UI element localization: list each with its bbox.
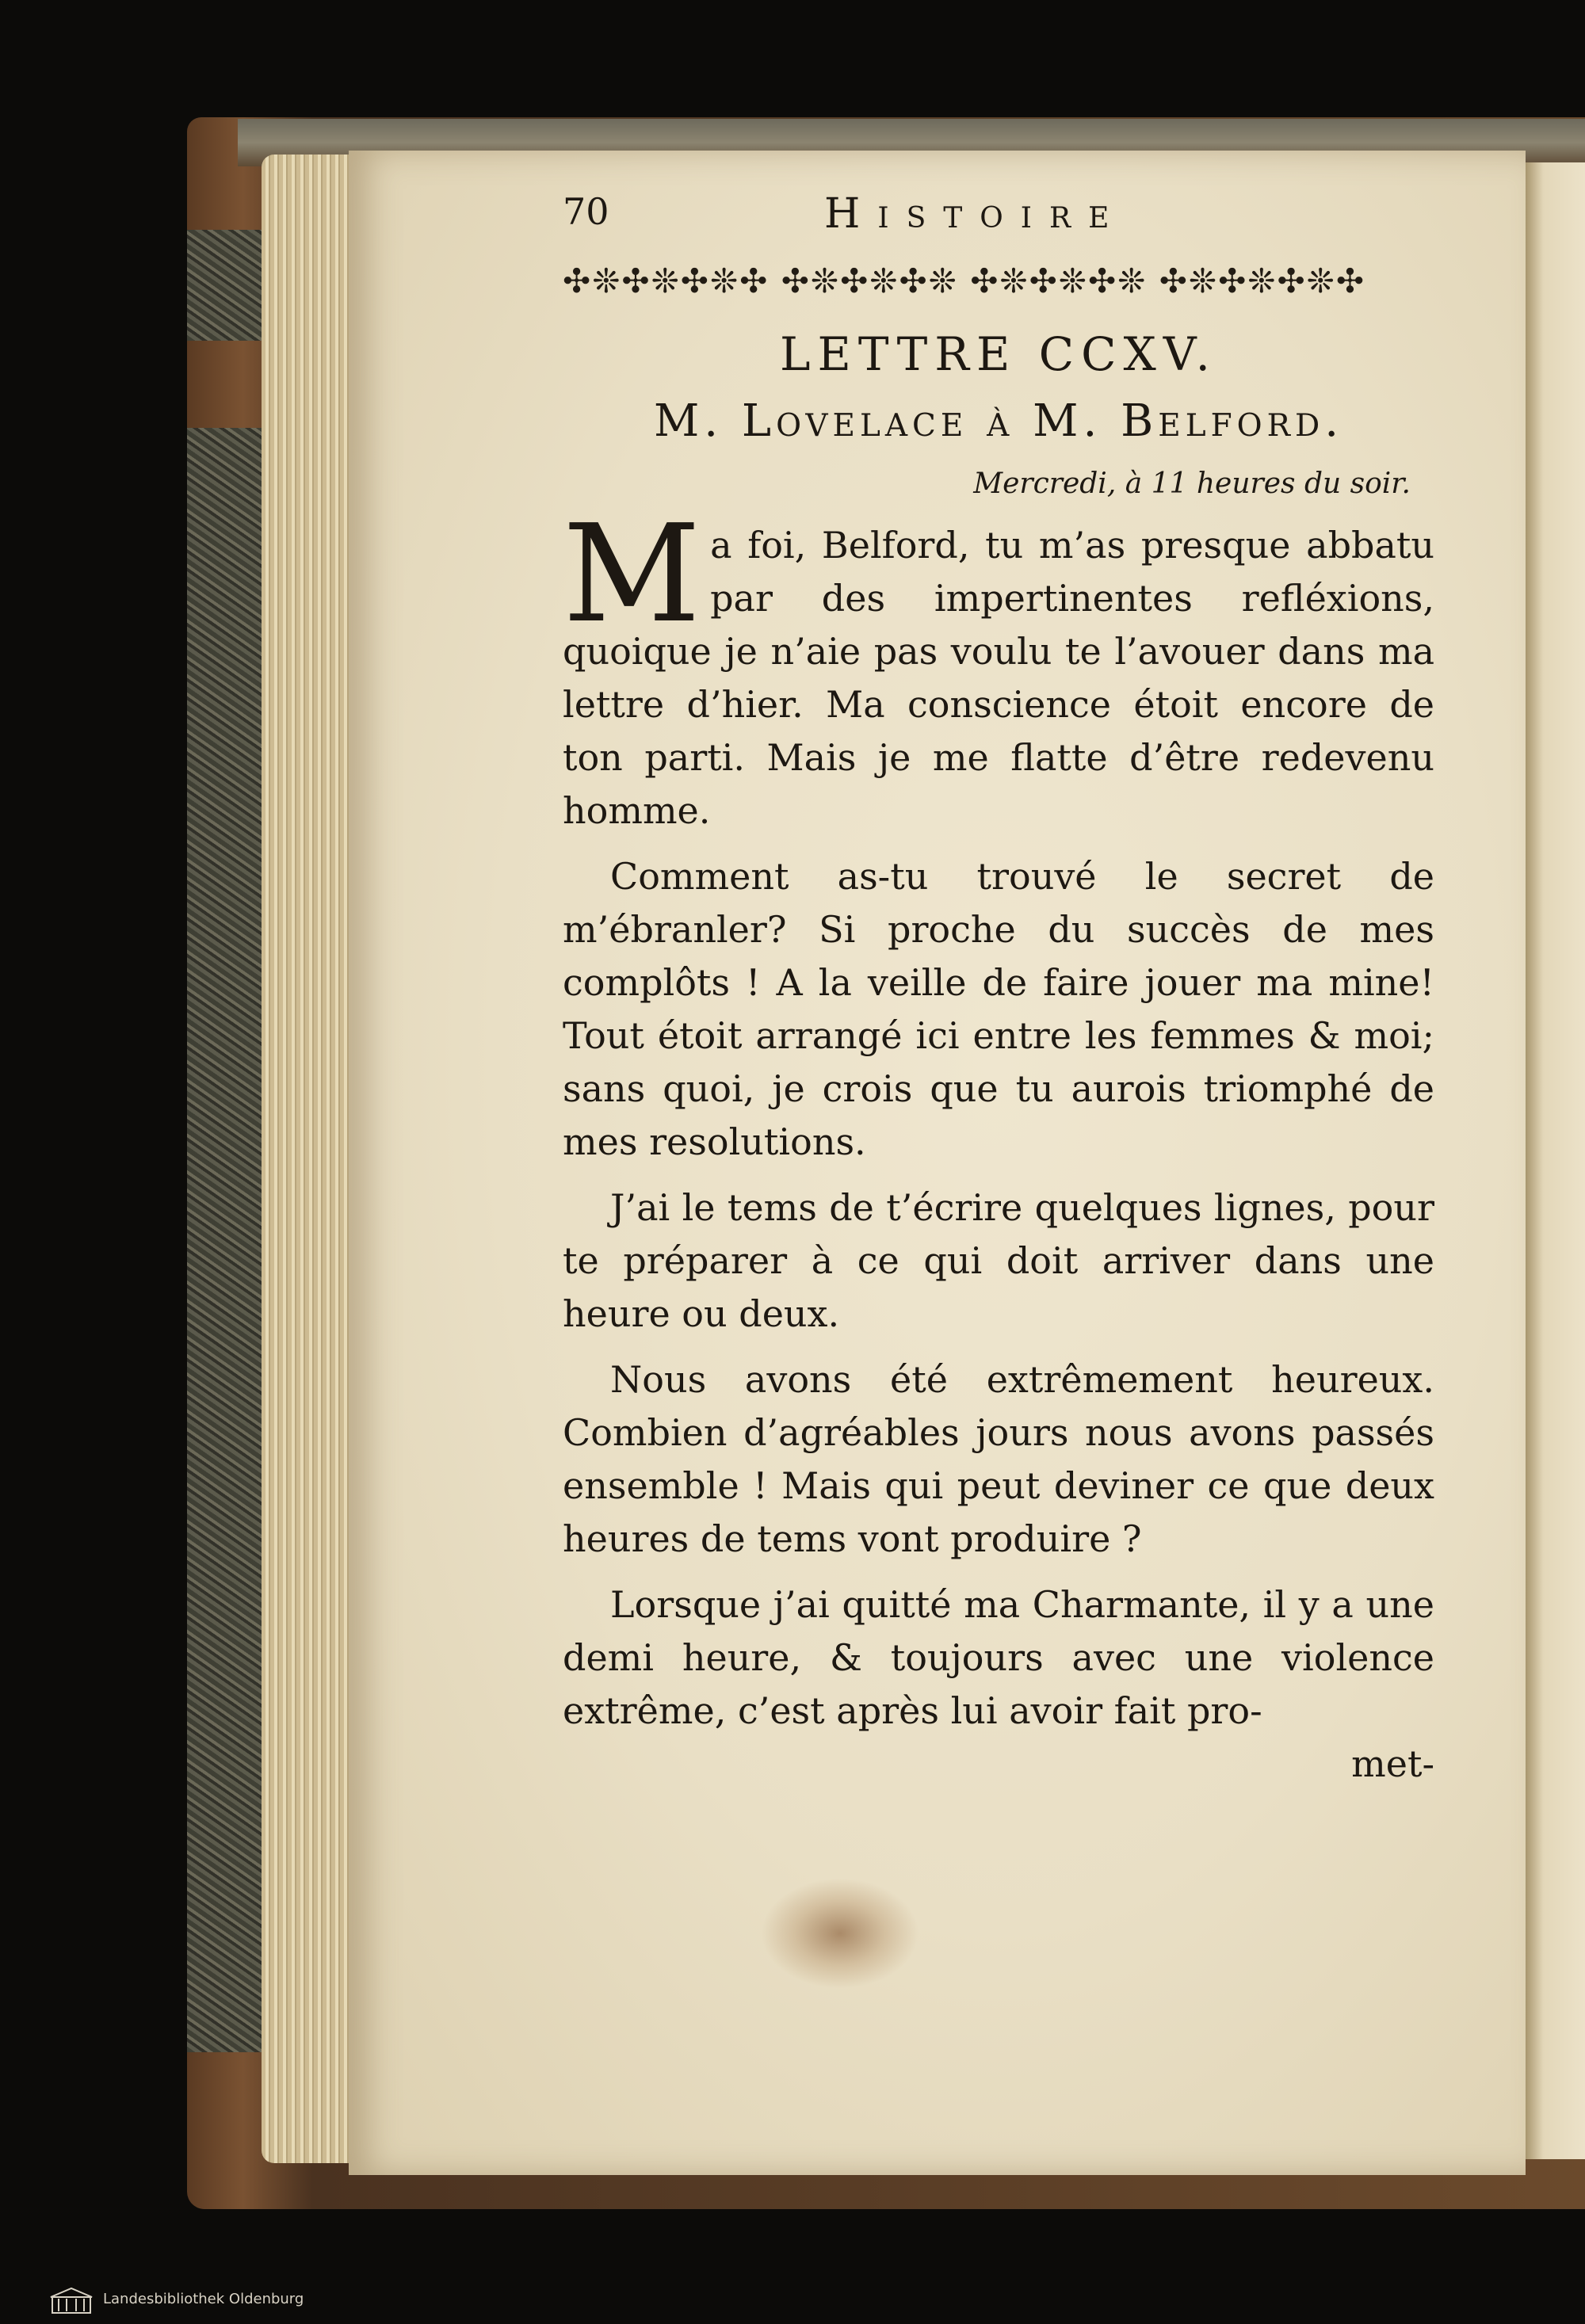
- catchword: met-: [1351, 1742, 1434, 1785]
- paragraph-1: [563, 496, 1434, 838]
- drop-cap: M: [563, 496, 701, 653]
- paragraph-4: Nous avons été extrêmement heureux. Combien d’agréables jours nous avons passés ensemble ! Mais qui peut deviner ce que deux heures de tems vont produire ?: [563, 1358, 1434, 1560]
- running-head: [563, 190, 1434, 254]
- paragraph-1-text: a foi, Belford, tu m’as presque abbatu par des impertinentes refléxions, quoique je n’aie pas voulu te l’avouer dans ma lettre d’hier. Ma conscience étoit encore de ton parti. Mais je me flatte d’être redevenu homme.: [563, 524, 1434, 832]
- letter-title: LETTRE CCXV.: [780, 327, 1217, 381]
- page-text-block: [563, 190, 1434, 1791]
- ornamental-rule: ✣❊✣❊✣❊✣ ✣❊✣❊✣❊ ✣❊✣❊✣❊ ✣❊✣❊✣❊✣: [563, 261, 1366, 300]
- running-title: Histoire: [824, 190, 1127, 238]
- library-name: Landesbibliothek Oldenburg: [103, 2291, 304, 2307]
- page-number: 70: [563, 190, 609, 233]
- foxing-stain: [761, 1878, 919, 1989]
- paragraph-5: Lorsque j’ai quitté ma Charmante, il y a une demi heure, & toujours avec une violence extrême, c’est après lui avoir fait pro-: [563, 1583, 1434, 1732]
- library-building-icon: [48, 2286, 95, 2316]
- facing-page-edge: [1526, 162, 1585, 2159]
- letter-address: M. Lovelace à M. Belford.: [653, 395, 1344, 447]
- paragraph-2: Comment as-tu trouvé le secret de m’ébranler? Si proche du succès de mes complôts ! A la veille de faire jouer ma mine! Tout étoit arrangé ici entre les femmes & moi; sans quoi, je crois que tu aurois triomphé de mes resolutions.: [563, 855, 1434, 1163]
- footer-bar: [0, 2276, 1585, 2324]
- letter-dateline: Mercredi, à 11 heures du soir.: [973, 467, 1411, 500]
- paragraph-3: J’ai le tems de t’écrire quelques lignes, pour te préparer à ce qui doit arriver dans une heure ou deux.: [563, 1186, 1434, 1335]
